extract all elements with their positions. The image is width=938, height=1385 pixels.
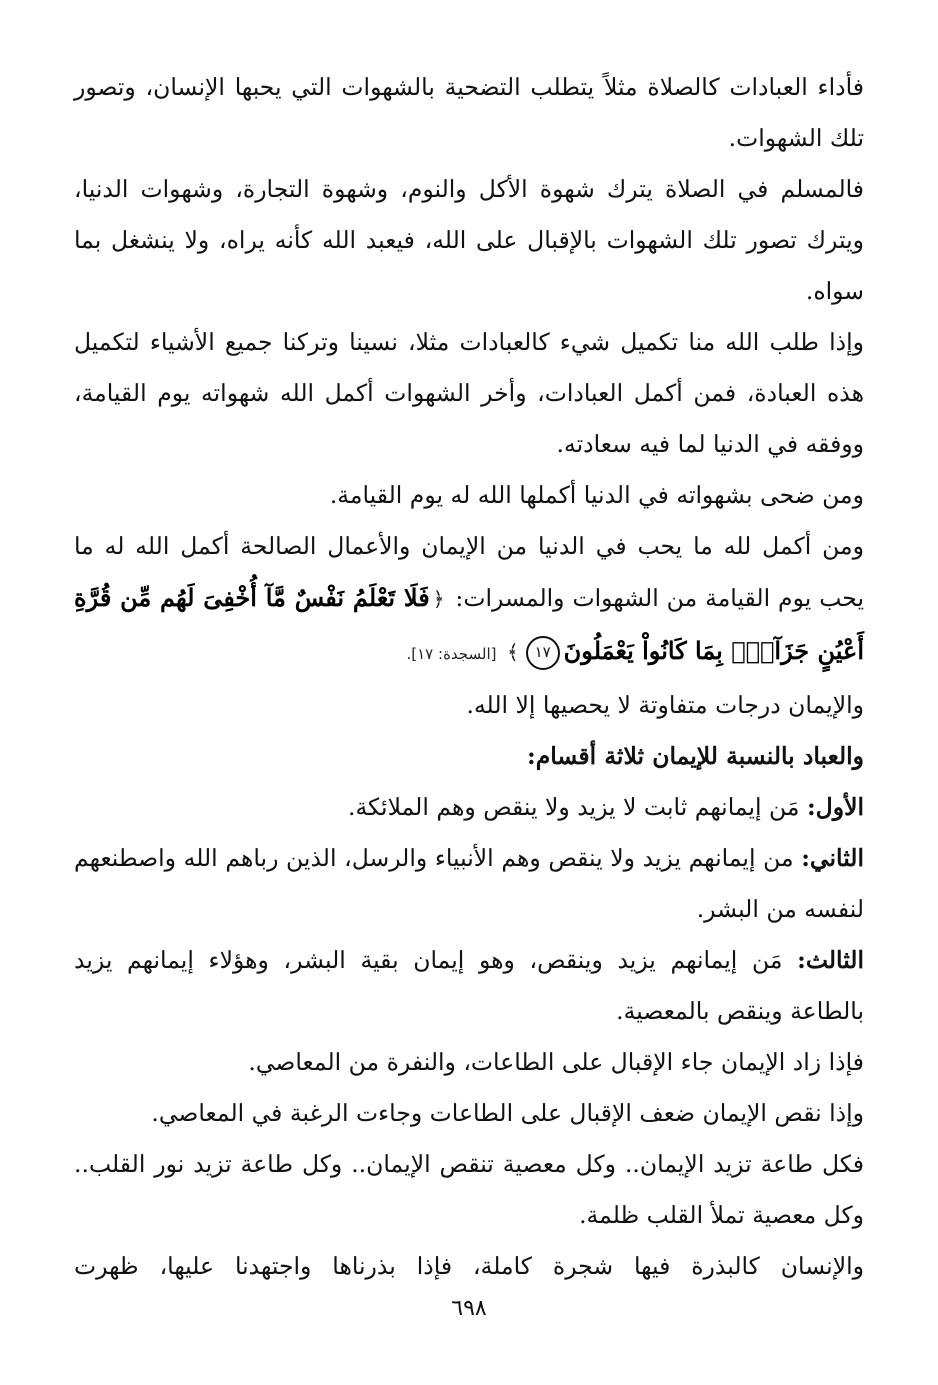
paragraph-3: وإذا طلب الله منا تكميل شيء كالعبادات مثلا، نسينا وتركنا جميع الأشياء لتكميل هذه العبادة، فمن أكمل العبادات، وأخر الشهوات أكمل الله شهواته يوم القيامة، ووفقه في الدنيا لما فيه سعادته. — [74, 328, 864, 458]
label-third: الثالث: — [797, 946, 864, 974]
paragraph-first-category — [74, 782, 864, 833]
paragraph-5-quran — [74, 521, 864, 680]
quran-close-bracket: ﴾ — [506, 640, 519, 664]
paragraph-second-category — [74, 833, 864, 935]
second-category-text: من إيمانهم يزيد ولا ينقص وهم الأنبياء والرسل، الذين رباهم الله واصطنعهم لنفسه من البشر. — [74, 844, 864, 923]
paragraph-1: فأداء العبادات كالصلاة مثلاً يتطلب التضحية بالشهوات التي يحبها الإنسان، وتصور تلك الشهوات. — [74, 73, 864, 152]
paragraph-third-category — [74, 935, 864, 1037]
paragraph-12: وإذا نقص الإيمان ضعف الإقبال على الطاعات وجاءت الرغبة في المعاصي. — [151, 1099, 864, 1127]
quran-reference: [السجدة: ١٧]. — [406, 645, 497, 663]
quran-open-bracket: ﴿ — [432, 587, 445, 611]
paragraph-13: فكل طاعة تزيد الإيمان.. وكل معصية تنقص الإيمان.. وكل طاعة تزيد نور القلب.. وكل معصية تملأ القلب ظلمة. — [74, 1150, 864, 1229]
paragraph-4: ومن ضحى بشهواته في الدنيا أكملها الله له يوم القيامة. — [329, 481, 864, 509]
section-heading: والعباد بالنسبة للإيمان ثلاثة أقسام: — [527, 742, 864, 770]
paragraph-14: والإنسان كالبذرة فيها شجرة كاملة، فإذا بذرناها واجتهدنا عليها، ظهرت — [74, 1252, 864, 1280]
paragraph-11: فإذا زاد الإيمان جاء الإقبال على الطاعات، والنفرة من المعاصي. — [248, 1048, 864, 1076]
quran-verse: فَلَا تَعْلَمُ نَفْسٌ مَّآ أُخْفِىَ لَهُم مِّن قُرَّةِ أَعْيُنٍ جَزَآءًۢ بِمَا كَانُواْ يَعْمَلُونَ — [74, 583, 864, 665]
first-category-text: مَن إيمانهم ثابت لا يزيد ولا ينقص وهم الملائكة. — [347, 793, 800, 821]
page-body — [74, 62, 864, 1292]
paragraph-6: والإيمان درجات متفاوتة لا يحصيها إلا الله. — [466, 691, 864, 719]
quran-intro-text: ومن أكمل لله ما يحب في الدنيا من الإيمان والأعمال الصالحة أكمل الله له ما يحب يوم القيامة من الشهوات والمسرات: — [74, 532, 865, 612]
third-category-text: مَن إيمانهم يزيد وينقص، وهو إيمان بقية البشر، وهؤلاء إيمانهم يزيد بالطاعة وينقص بالمعصية. — [74, 946, 864, 1025]
verse-number-badge: ١٧ — [526, 636, 560, 670]
paragraph-2: فالمسلم في الصلاة يترك شهوة الأكل والنوم، وشهوة التجارة، وشهوات الدنيا، ويترك تصور تلك الشهوات بالإقبال على الله، فيعبد الله كأنه يراه، ولا ينشغل بما سواه. — [74, 175, 864, 305]
page-number: ٦٩٨ — [451, 1296, 487, 1321]
label-second: الثاني: — [801, 844, 864, 872]
label-first: الأول: — [806, 793, 864, 821]
